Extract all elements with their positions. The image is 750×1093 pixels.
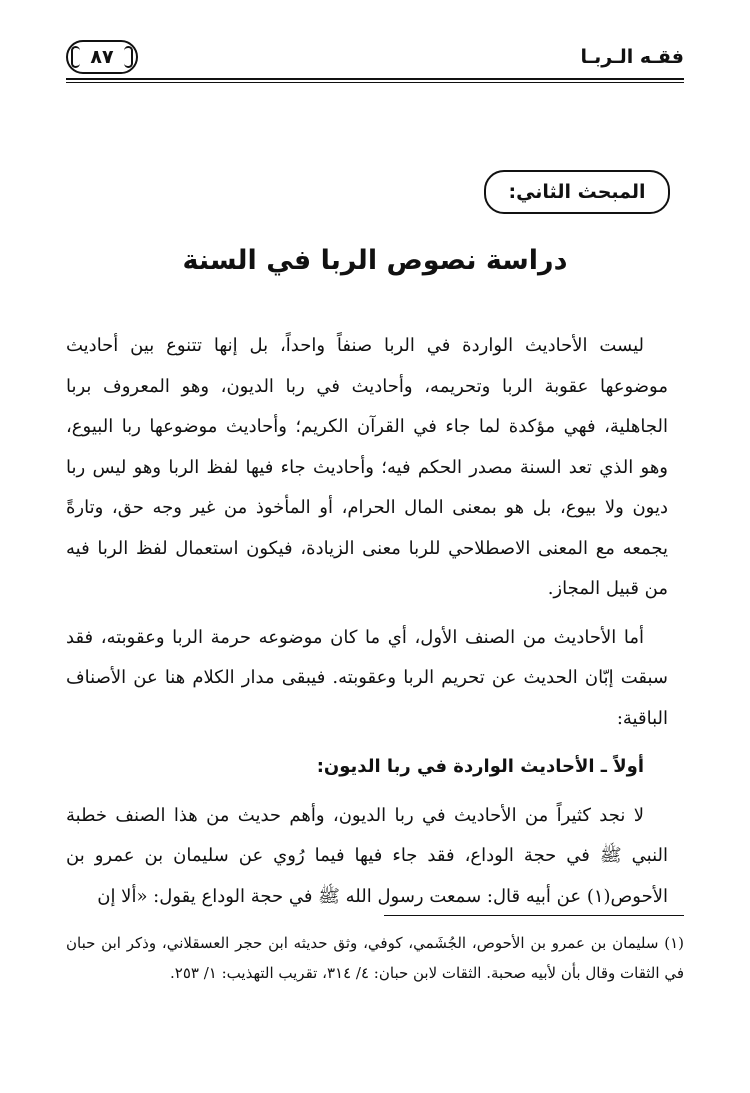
paragraph: ليست الأحاديث الواردة في الربا صنفاً واحداً، بل إنها تتنوع بين أحاديث موضوعها عقوبة الربا وتحريمه، وأحاديث في ربا الديون، وهو المعروف بربا الجاهلية، فهي مؤكدة لما جاء في القرآن الكريم؛ وأحاديث موضوعها ربا البيوع، وهو الذي تعد السنة مصدر الحكم فيه؛ وأحاديث جاء فيها لفظ الربا وهو ليس ربا ديون ولا بيوع، بل هو بمعنى المال الحرام، أو المأخوذ من غير وجه حق، وتارةً يجمعه مع المعنى الاصطلاحي للربا معنى الزيادة، فيكون استعمال لفظ الربا فيه من قبيل المجاز. bbox=[66, 335, 668, 599]
running-title: فقـه الـربـا bbox=[580, 46, 684, 68]
footnotes bbox=[66, 928, 684, 988]
section-label: المبحث الثاني: bbox=[484, 170, 670, 214]
page-header bbox=[66, 40, 684, 84]
body-text bbox=[66, 326, 668, 925]
footnote-rule bbox=[384, 915, 684, 916]
page-number: ٨٧ bbox=[66, 40, 138, 74]
header-rule bbox=[66, 78, 684, 80]
subheading: أولاً ـ الأحاديث الواردة في ربا الديون: bbox=[316, 756, 644, 777]
header-rule-thin bbox=[66, 82, 684, 83]
chapter-title: دراسة نصوص الربا في السنة bbox=[182, 245, 568, 276]
paragraph: لا نجد كثيراً من الأحاديث في ربا الديون، وأهم حديث من هذا الصنف خطبة النبي ﷺ في حجة الوداع، فقد جاء فيها فيما رُوي عن سليمان بن عمرو بن الأحوص(١) عن أبيه قال: سمعت رسول الله ﷺ في حجة الوداع يقول: «ألا إن bbox=[66, 804, 668, 907]
footnote: (١) سليمان بن عمرو بن الأحوص، الجُشَمي، كوفي، وثق حديثه ابن حجر العسقلاني، وذكر ابن حبان في الثقات وقال بأن لأبيه صحبة. الثقات لابن حبان: ٤/ ٣١٤، تقريب التهذيب: ١/ ٢٥٣. bbox=[66, 934, 684, 982]
paragraph: أما الأحاديث من الصنف الأول، أي ما كان موضوعه حرمة الربا وعقوبته، فقد سبقت إبّان الحديث عن تحريم الربا وعقوبته. فيبقى مدار الكلام هنا عن الأصناف الباقية: bbox=[66, 626, 668, 729]
